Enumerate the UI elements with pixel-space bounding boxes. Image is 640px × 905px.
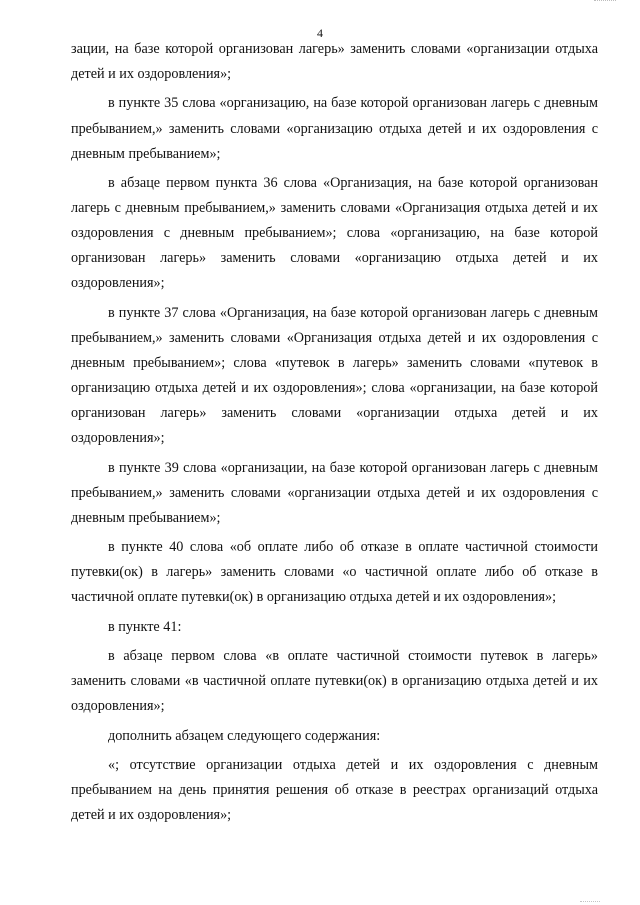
paragraph-item-36: в абзаце первом пункта 36 слова «Организация, на базе которой организован лагерь с дневным пребыванием,» заменить словами «Организация отдыха детей и их оздоровления с дневным пребыванием»; слова «организацию, на базе которой организован лагерь» заменить словами «организацию отдыха детей и их оздоровления»;	[71, 175, 598, 292]
paragraph-item-39: в пункте 39 слова «организации, на базе которой организован лагерь с дневным пребыванием,» заменить словами «организации отдыха детей и их оздоровления с дневным пребыванием»;	[71, 459, 598, 526]
scan-mark-top	[594, 0, 616, 4]
document-body	[71, 37, 598, 833]
paragraph-item-41-new-text: «; отсутствие организации отдыха детей и их оздоровления с дневным пребыванием на день принятия решения об отказе в реестрах организаций отдыха детей и их оздоровления»;	[71, 757, 598, 824]
paragraph-item-41-add-abzac: дополнить абзацем следующего содержания:	[108, 727, 381, 744]
paragraph-item-41-first-abzac: в абзаце первом слова «в оплате частичной стоимости путевок в лагерь» заменить словами «в частичной оплате путевки(ок) в организацию отдыха детей и их оздоровления»;	[71, 648, 598, 715]
paragraph-item-40: в пункте 40 слова «об оплате либо об отказе в оплате частичной стоимости путевки(ок) в лагерь» заменить словами «о частичной оплате либо об отказе в частичной оплате путевки(ок) в организацию отдыха детей и их оздоровления»;	[71, 539, 598, 606]
scan-mark-bottom	[580, 898, 600, 902]
page-number: 4	[317, 26, 323, 40]
paragraph-continuation: зации, на базе которой организован лагерь» заменить словами «организации отдыха детей и их оздоровления»;	[71, 41, 598, 83]
paragraph-item-37: в пункте 37 слова «Организация, на базе которой организован лагерь с дневным пребыванием,» заменить словами «Организация отдыха детей и их оздоровления с дневным пребыванием»; слова «путевок в лагерь» заменить словами «путевок в организацию отдыха детей и их оздоровления»; слова «организации, на базе которой организован лагерь» заменить словами «организации отдыха детей и их оздоровления»;	[71, 304, 598, 447]
paragraph-item-35: в пункте 35 слова «организацию, на базе которой организован лагерь с дневным пребыванием,» заменить словами «организацию отдыха детей и их оздоровления с дневным пребыванием»;	[71, 95, 598, 162]
paragraph-item-41-heading: в пункте 41:	[108, 618, 182, 635]
